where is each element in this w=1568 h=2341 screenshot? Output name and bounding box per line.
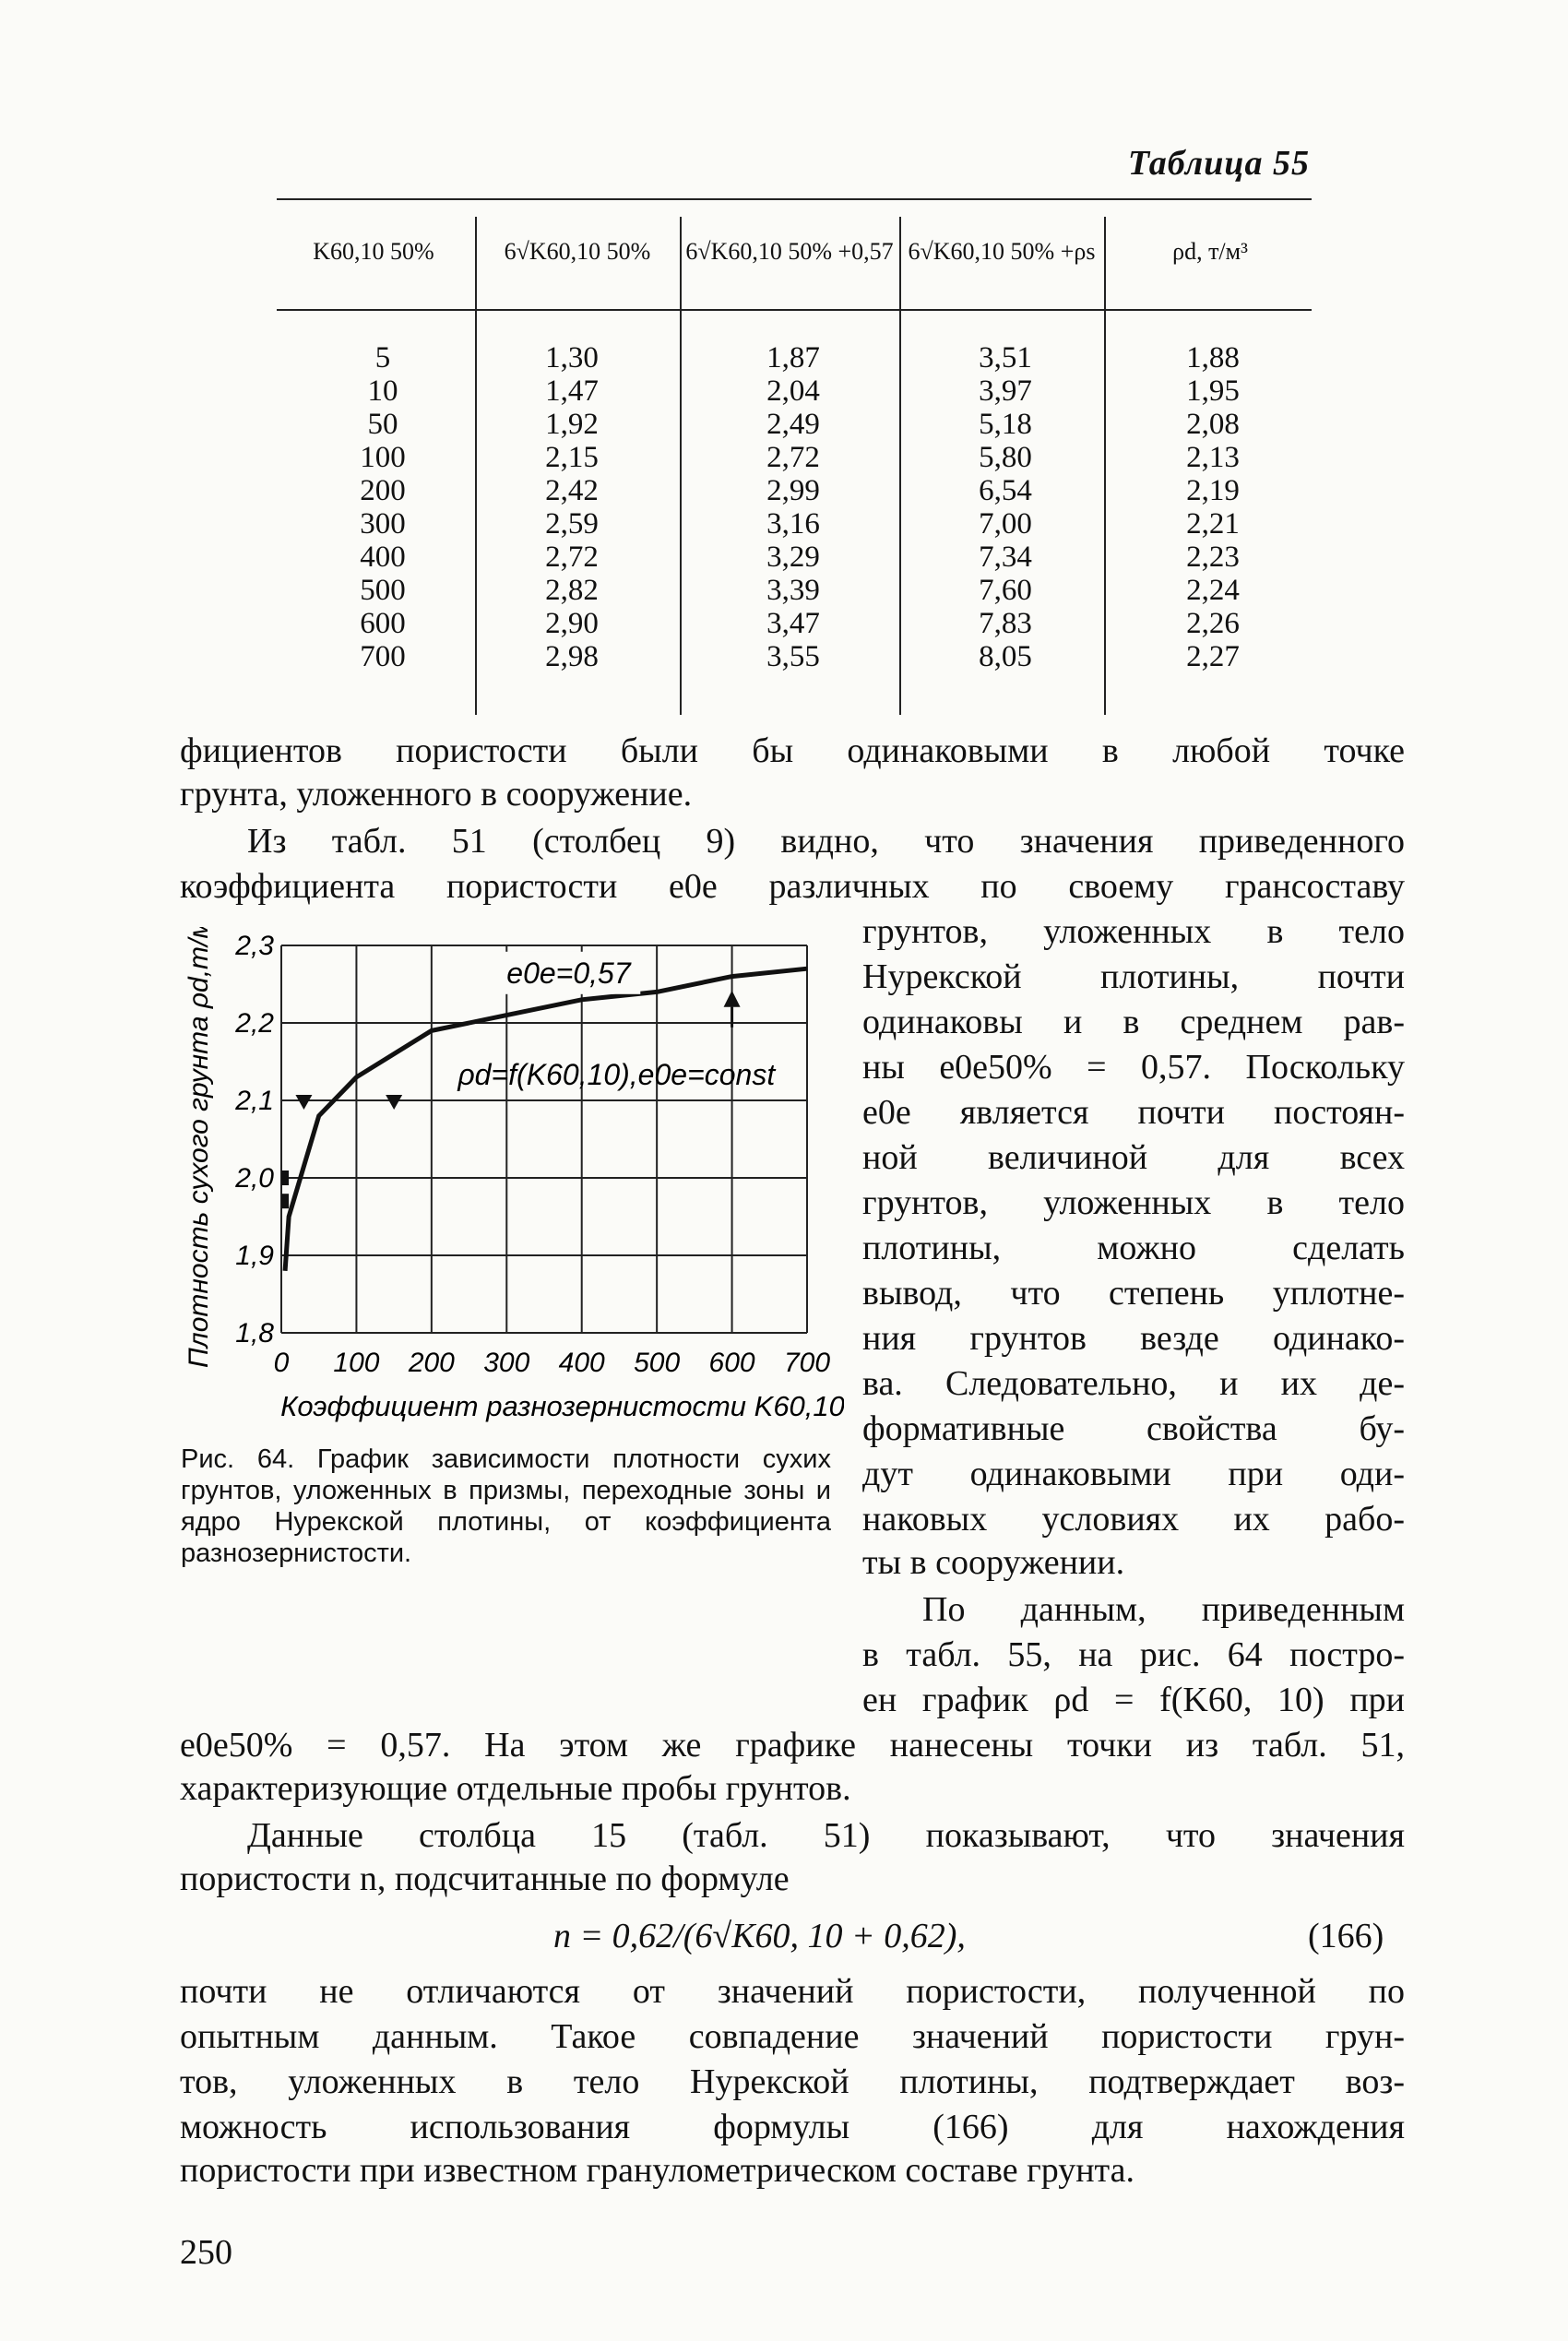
page-number: 250 bbox=[180, 2233, 232, 2272]
table-cell: 1,88 bbox=[1186, 341, 1240, 374]
x-tick-label: 500 bbox=[634, 1348, 681, 1378]
table-header-rule bbox=[277, 309, 1312, 311]
column-divider bbox=[899, 217, 901, 715]
paragraph-line: Данные столбца 15 (табл. 51) показывают, что значения bbox=[247, 1816, 1405, 1855]
annotation-e0e: e0e=0,57 bbox=[506, 956, 631, 990]
marker-down-triangle bbox=[295, 1095, 312, 1110]
x-tick-label: 300 bbox=[483, 1348, 530, 1378]
col-root-rho bbox=[955, 341, 1056, 673]
table-cell: 1,47 bbox=[545, 374, 599, 408]
column-divider bbox=[680, 217, 682, 715]
paragraph-line: e0e50% = 0,57. На этом же графике нанесены точки из табл. 51, bbox=[180, 1726, 1405, 1765]
table-caption: Таблица 55 bbox=[1127, 144, 1310, 183]
figure-64 bbox=[180, 927, 844, 1430]
side-line: грунтов, уложенных в тело bbox=[862, 1183, 1405, 1222]
header-root-k-rho: 6√K60,10 50% +ρs bbox=[908, 238, 1096, 265]
table-cell: 2,98 bbox=[545, 640, 599, 673]
table-cell: 7,60 bbox=[979, 574, 1032, 607]
marker-up-triangle bbox=[724, 991, 741, 1007]
x-tick-label: 400 bbox=[558, 1348, 605, 1378]
table-cell: 2,15 bbox=[545, 441, 599, 474]
table-cell: 1,95 bbox=[1186, 374, 1240, 408]
table-cell: 3,97 bbox=[979, 374, 1032, 408]
side-line: e0e является почти постоян- bbox=[862, 1093, 1405, 1132]
x-tick-label: 700 bbox=[783, 1348, 831, 1378]
col-root-plus bbox=[742, 341, 844, 673]
x-tick-label: 100 bbox=[333, 1348, 380, 1378]
y-tick-label: 1,8 bbox=[235, 1318, 274, 1349]
col-rho-d bbox=[1162, 341, 1264, 673]
side-line: формативные свойства бу- bbox=[862, 1409, 1405, 1448]
table-cell: 2,82 bbox=[545, 574, 599, 607]
paragraph-line: грунта, уложенного в сооружение. bbox=[180, 775, 693, 814]
side-line: ной величиной для всех bbox=[862, 1138, 1405, 1177]
paragraph-line: пористости n, подсчитанные по формуле bbox=[180, 1860, 790, 1898]
side-line: Нурекской плотины, почти bbox=[862, 957, 1405, 996]
table-cell: 2,27 bbox=[1186, 640, 1240, 673]
column-divider bbox=[475, 217, 477, 715]
table-cell: 2,26 bbox=[1186, 607, 1240, 640]
y-axis-label: Плотность сухого грунта ρd,т/м³ bbox=[184, 927, 214, 1368]
side-line: ния грунтов везде одинако- bbox=[862, 1319, 1405, 1358]
side-line: ны e0e50% = 0,57. Поскольку bbox=[862, 1048, 1405, 1087]
marker-point bbox=[281, 1194, 289, 1208]
paragraph-line: коэффициента пористости e0e различных по своему грансоставу bbox=[180, 867, 1405, 906]
table-cell: 3,29 bbox=[766, 541, 820, 574]
table-cell: 8,05 bbox=[979, 640, 1032, 673]
y-tick-label: 1,9 bbox=[235, 1241, 274, 1271]
table-cell: 7,83 bbox=[979, 607, 1032, 640]
paragraph-line: фициентов пористости были бы одинаковыми в любой точке bbox=[180, 731, 1405, 770]
side-line: вывод, что степень уплотне- bbox=[862, 1274, 1405, 1313]
side-line: ва. Следовательно, и их де- bbox=[862, 1364, 1405, 1403]
x-tick-label: 0 bbox=[273, 1348, 290, 1378]
table-cell: 2,04 bbox=[766, 374, 820, 408]
paragraph-line: тов, уложенных в тело Нурекской плотины, подтверждает воз- bbox=[180, 2062, 1405, 2101]
column-divider bbox=[1104, 217, 1106, 715]
table-cell: 50 bbox=[367, 408, 398, 441]
side-line: ты в сооружении. bbox=[862, 1543, 1125, 1582]
side-line: По данным, приведенным bbox=[922, 1590, 1405, 1629]
table-cell: 1,92 bbox=[545, 408, 599, 441]
col-root bbox=[521, 341, 623, 673]
header-root-k-plus: 6√K60,10 50% +0,57 bbox=[685, 238, 894, 265]
y-tick-label: 2,2 bbox=[235, 1008, 274, 1039]
paragraph-line: пористости при известном гранулометрическом составе грунта. bbox=[180, 2151, 1134, 2190]
side-line: наковых условиях их рабо- bbox=[862, 1500, 1405, 1539]
table-cell: 1,87 bbox=[766, 341, 820, 374]
table-cell: 7,34 bbox=[979, 541, 1032, 574]
marker-down-triangle bbox=[386, 1095, 402, 1110]
table-cell: 7,00 bbox=[979, 507, 1032, 541]
curve-line bbox=[285, 968, 807, 1271]
header-rho-d: ρd, т/м³ bbox=[1172, 238, 1248, 265]
table-cell: 2,19 bbox=[1186, 474, 1240, 507]
formula-number: (166) bbox=[1308, 1917, 1384, 1955]
side-line: одинаковы и в среднем рав- bbox=[862, 1003, 1405, 1041]
x-tick-label: 600 bbox=[708, 1348, 755, 1378]
paragraph-line: характеризующие отдельные пробы грунтов. bbox=[180, 1769, 851, 1808]
table-cell: 2,13 bbox=[1186, 441, 1240, 474]
chart-svg bbox=[180, 927, 844, 1430]
side-line: дут одинаковыми при оди- bbox=[862, 1455, 1405, 1493]
table-cell: 2,72 bbox=[545, 541, 599, 574]
table-cell: 600 bbox=[360, 607, 406, 640]
y-tick-label: 2,3 bbox=[235, 931, 274, 961]
table-cell: 2,23 bbox=[1186, 541, 1240, 574]
table-cell: 100 bbox=[360, 441, 406, 474]
table-cell: 2,49 bbox=[766, 408, 820, 441]
annotation-function: ρd=f(K60,10),e0e=const bbox=[457, 1058, 776, 1092]
table-cell: 2,90 bbox=[545, 607, 599, 640]
data-table bbox=[277, 198, 1312, 715]
table-cell: 1,30 bbox=[545, 341, 599, 374]
paragraph-line: опытным данным. Такое совпадение значений пористости грун- bbox=[180, 2017, 1405, 2056]
col-k bbox=[332, 341, 434, 673]
x-tick-label: 200 bbox=[408, 1348, 455, 1378]
table-cell: 2,99 bbox=[766, 474, 820, 507]
side-line: ен график ρd = f(K60, 10) при bbox=[862, 1681, 1405, 1719]
table-cell: 2,42 bbox=[545, 474, 599, 507]
figure-caption: Рис. 64. График зависимости плотности сухих грунтов, уложенных в призмы, переходные зоны и ядро Нурекской плотины, от коэффициента разнозернистости. bbox=[181, 1444, 831, 1568]
table-cell: 3,47 bbox=[766, 607, 820, 640]
table-cell: 2,21 bbox=[1186, 507, 1240, 541]
table-cell: 6,54 bbox=[979, 474, 1032, 507]
table-cell: 5,80 bbox=[979, 441, 1032, 474]
y-tick-label: 2,1 bbox=[235, 1086, 274, 1116]
table-cell: 400 bbox=[360, 541, 406, 574]
formula-166: n = 0,62/(6√K60, 10 + 0,62), bbox=[553, 1917, 966, 1955]
table-cell: 500 bbox=[360, 574, 406, 607]
side-line: плотины, можно сделать bbox=[862, 1229, 1405, 1267]
table-cell: 3,51 bbox=[979, 341, 1032, 374]
table-cell: 2,72 bbox=[766, 441, 820, 474]
side-line: в табл. 55, на рис. 64 постро- bbox=[862, 1635, 1405, 1674]
table-cell: 5 bbox=[374, 341, 391, 374]
table-cell: 2,24 bbox=[1186, 574, 1240, 607]
table-cell: 2,59 bbox=[545, 507, 599, 541]
header-k6010: K60,10 50% bbox=[313, 238, 434, 265]
table-cell: 700 bbox=[360, 640, 406, 673]
table-cell: 3,55 bbox=[766, 640, 820, 673]
table-cell: 2,08 bbox=[1186, 408, 1240, 441]
table-cell: 300 bbox=[360, 507, 406, 541]
table-cell: 3,39 bbox=[766, 574, 820, 607]
x-axis-label: Коэффициент разнозернистости K60,10 bbox=[280, 1390, 844, 1422]
side-line: грунтов, уложенных в тело bbox=[862, 912, 1405, 951]
paragraph-line: почти не отличаются от значений пористости, полученной по bbox=[180, 1972, 1405, 2011]
y-tick-label: 2,0 bbox=[235, 1163, 274, 1194]
table-cell: 200 bbox=[360, 474, 406, 507]
table-cell: 3,16 bbox=[766, 507, 820, 541]
table-cell: 5,18 bbox=[979, 408, 1032, 441]
header-root-k: 6√K60,10 50% bbox=[504, 238, 651, 265]
paragraph-line: можность использования формулы (166) для нахождения bbox=[180, 2108, 1405, 2146]
marker-point bbox=[281, 1170, 289, 1185]
paragraph-line: Из табл. 51 (столбец 9) видно, что значения приведенного bbox=[247, 822, 1405, 861]
table-cell: 10 bbox=[367, 374, 398, 408]
